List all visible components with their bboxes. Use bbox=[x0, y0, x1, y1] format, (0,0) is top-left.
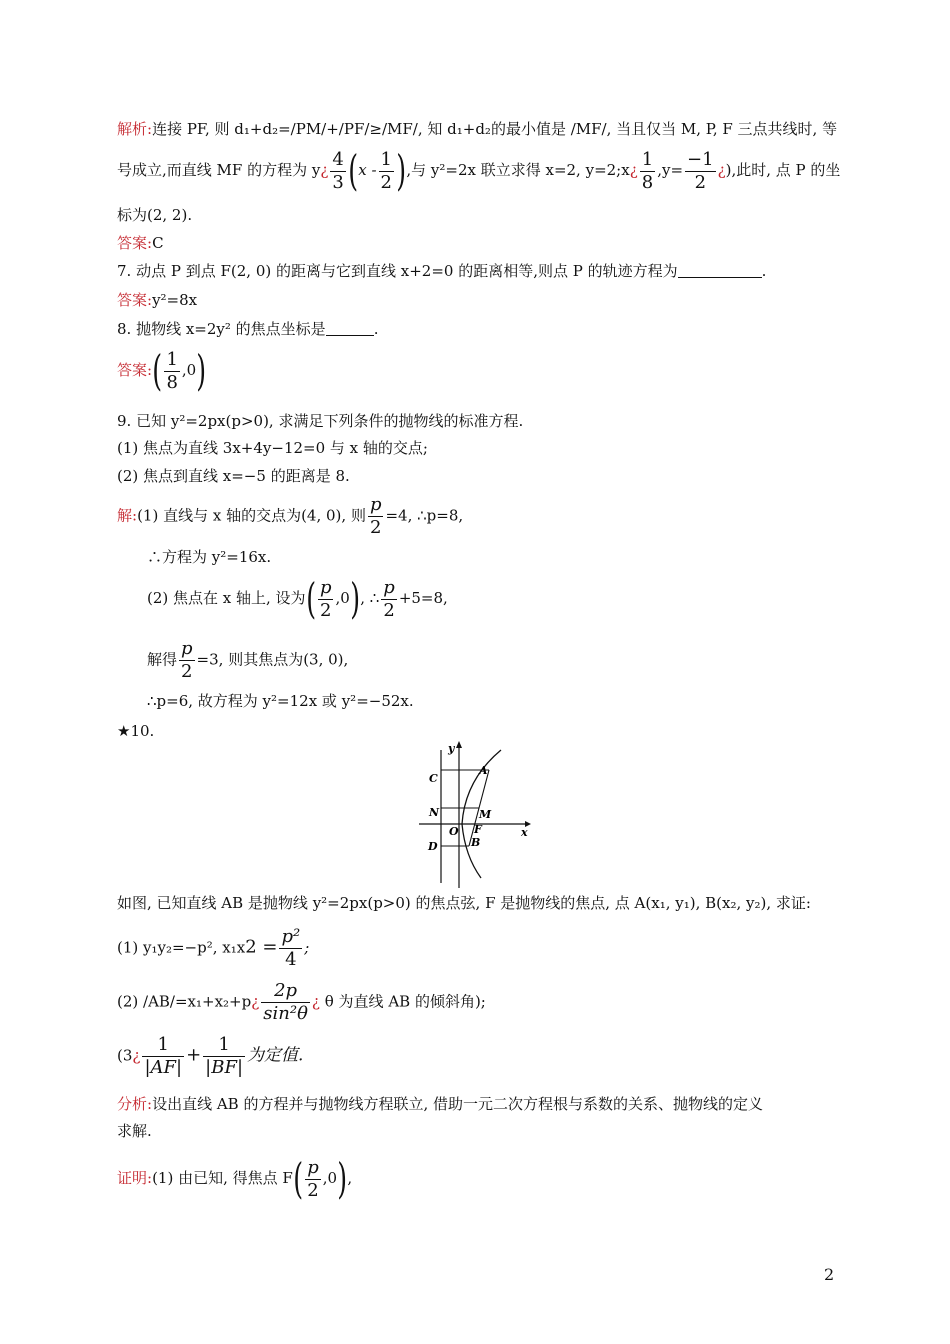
answer-8: 答案:( $\frac{1}{8}$ ,0) bbox=[117, 346, 207, 395]
parabola-figure bbox=[415, 738, 545, 888]
answer-7: 答案:y²=8x bbox=[117, 291, 198, 309]
question-7: 7. 动点 P 到点 F(2, 0) 的距离与它到直线 x+2=0 的距离相等,则点 P 的轨迹方程为 . bbox=[117, 262, 767, 280]
fraction-4-3: $\frac{4}{3}$ bbox=[332, 148, 344, 193]
label-n: N bbox=[429, 806, 440, 819]
analysis-text-1: 连接 PF, 则 d₁+d₂=/PM/+/PF/≥/MF/, 知 d₁+d₂的最小值是 /MF/, 当且仅当 M, P, F 三点共线时, 等 bbox=[152, 120, 838, 138]
question-9-condition-2: (2) 焦点到直线 x=−5 的距离是 8. bbox=[117, 467, 350, 485]
label-a: A bbox=[479, 764, 488, 777]
solution-9-line-2: ∴方程为 y²=16x. bbox=[147, 548, 272, 566]
analysis-10-line-2: 求解. bbox=[117, 1122, 152, 1140]
blank-7 bbox=[678, 263, 762, 278]
analysis-10-line-1: 分析:设出直线 AB 的方程并与抛物线方程联立, 借助一元二次方程根与系数的关系、抛物线的定义 bbox=[117, 1095, 763, 1113]
page-number: 2 bbox=[824, 1265, 835, 1284]
label-d: D bbox=[428, 840, 438, 853]
analysis-line-3: 标为(2, 2). bbox=[117, 206, 193, 224]
blank-8 bbox=[326, 321, 374, 336]
solution-9-line-3: (2) 焦点在 x 轴上, 设为( $\frac{p}{2}$ ,0), ∴ $\frac{p}{2}$ +5=8, bbox=[147, 574, 448, 623]
fraction-neg1-2: $\frac{-1}{2}$ bbox=[687, 148, 714, 193]
label-m: M bbox=[479, 808, 492, 821]
fraction-1-8: $\frac{1}{8}$ bbox=[641, 148, 654, 193]
y-axis-arrow bbox=[456, 741, 462, 748]
label-b: B bbox=[471, 836, 481, 849]
answer-1: 答案:C bbox=[117, 234, 164, 252]
solution-9-line-1: 解:(1) 直线与 x 轴的交点为(4, 0), 则 $\frac{p}{2}$ =4, ∴p=8, bbox=[117, 494, 464, 538]
solution-9-line-4: 解得 $\frac{p}{2}$ =3, 则其焦点为(3, 0), bbox=[147, 638, 349, 682]
analysis-text-2b: ,与 y²=2x 联立求得 x=2, y=2;x bbox=[406, 161, 630, 179]
question-9: 9. 已知 y²=2px(p>0), 求满足下列条件的抛物线的标准方程. bbox=[117, 412, 524, 430]
analysis-line-2: 号成立,而直线 MF 的方程为 y¿ $\frac{4}{3}$ (x - $\frac{1}{2}$ ),与 y²=2x 联立求得 x=2, y=2;x¿ $\frac{1}{8}$ ,y= $\frac{-1}{2}$ ¿),此时, 点 P 的坐 bbox=[117, 146, 841, 195]
label-c: C bbox=[429, 772, 438, 785]
label-o: O bbox=[449, 825, 459, 838]
label-f: F bbox=[474, 823, 482, 836]
label-y: y bbox=[448, 742, 455, 755]
question-10-part-1: (1) y₁y₂=−p², x₁x2 = $\frac{\text{p²}}{4}$ ; bbox=[117, 926, 310, 970]
question-10-part-2: (2) /AB/=x₁+x₂+p¿ $\frac{2p}{\text{sin²θ}}$ ¿ θ 为直线 AB 的倾斜角); bbox=[117, 980, 486, 1024]
solution-9-line-5: ∴p=6, 故方程为 y²=12x 或 y²=−52x. bbox=[147, 692, 414, 710]
proof-10-line-1: 证明:(1) 由已知, 得焦点 F( $\frac{p}{2}$ ,0), bbox=[117, 1154, 353, 1203]
question-10-label: ★10. bbox=[117, 722, 155, 740]
question-10-text: 如图, 已知直线 AB 是抛物线 y²=2px(p>0) 的焦点弦, F 是抛物线的焦点, 点 A(x₁, y₁), B(x₂, y₂), 求证: bbox=[117, 894, 811, 912]
question-10-part-3: (3¿ $\frac{1}{|AF|}$ + $\frac{1}{|BF|}$ 为定值. bbox=[117, 1034, 304, 1078]
label-x: x bbox=[521, 826, 528, 839]
question-9-condition-1: (1) 焦点为直线 3x+4y−12=0 与 x 轴的交点; bbox=[117, 439, 428, 457]
fraction-1-2: $\frac{1}{2}$ bbox=[380, 148, 392, 193]
analysis-text-2a: 号成立,而直线 MF 的方程为 y bbox=[117, 161, 321, 179]
question-8: 8. 抛物线 x=2y² 的焦点坐标是 . bbox=[117, 320, 379, 338]
analysis-line-1 bbox=[117, 118, 837, 140]
analysis-label: 解析: bbox=[117, 120, 153, 138]
analysis-text-2c: ),此时, 点 P 的坐 bbox=[725, 161, 841, 179]
